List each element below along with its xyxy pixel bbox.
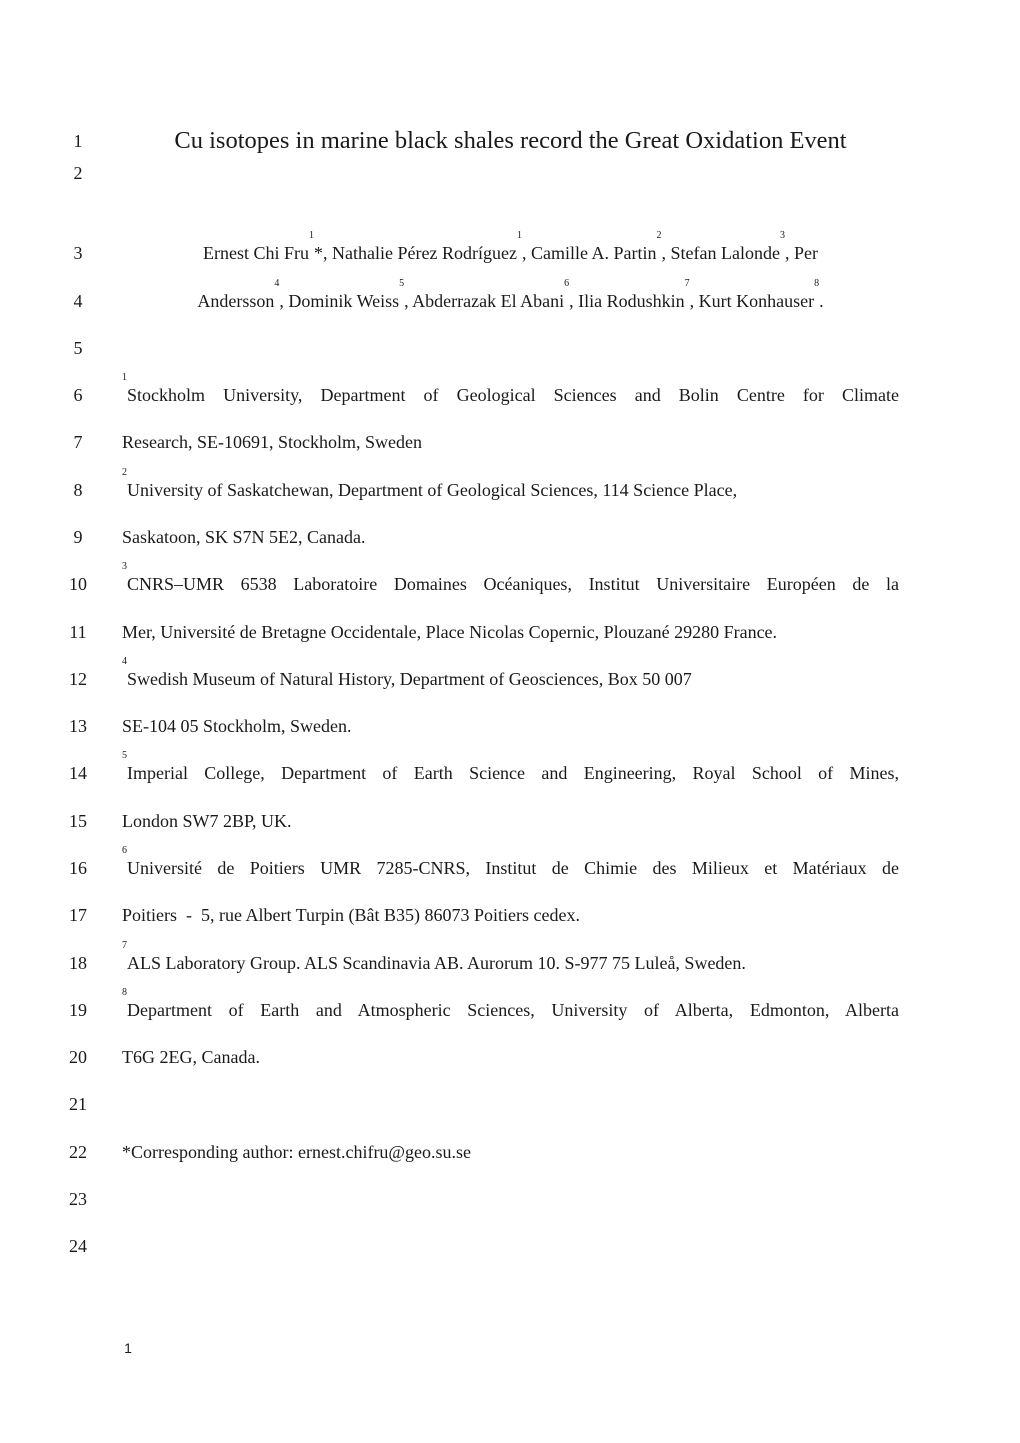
affiliation-2-line-1 — [122, 467, 899, 505]
affiliation-marker: 8 — [814, 278, 820, 289]
author-name: Kurt Konhauser — [698, 291, 815, 311]
page-number: 1 — [124, 1340, 132, 1356]
affiliation-marker: 1 — [309, 230, 315, 241]
affiliation-marker: 3 — [122, 561, 127, 572]
author-list-line-1: Ernest Chi Fru$^1$*, Nathalie Pérez Rodríguez$^1$, Camille A. Partin$^2$, Stefan Lalonde$^3$, Per — [203, 230, 818, 263]
affiliation-3-line-1 — [122, 561, 899, 599]
line-number: 19 — [69, 1000, 87, 1020]
line-15 — [0, 806, 1020, 836]
line-number: 20 — [69, 1047, 87, 1067]
line-6 — [0, 372, 1020, 410]
affiliation-marker: 4 — [122, 656, 127, 667]
affiliation-5-line-2: London SW7 2BP, UK. — [122, 811, 292, 831]
line-7 — [0, 427, 1020, 457]
affiliation-marker: 5 — [122, 750, 127, 761]
line-10 — [0, 561, 1020, 599]
line-number: 16 — [69, 858, 87, 878]
line-number: 8 — [73, 480, 83, 500]
corresponding-marker: * — [314, 243, 324, 263]
line-9 — [0, 522, 1020, 552]
affiliation-4-line-2: SE-104 05 Stockholm, Sweden. — [122, 716, 352, 736]
line-12 — [0, 656, 1020, 694]
affiliation-text: University of Saskatchewan, Department of Geological Sciences, 114 Science Place, — [127, 480, 738, 500]
affiliation-marker: 2 — [122, 467, 127, 478]
affiliation-text: ALS Laboratory Group. ALS Scandinavia AB. Aurorum 10. S-977 75 Luleå, Sweden. — [127, 953, 746, 973]
affiliation-2-line-2: Saskatoon, SK S7N 5E2, Canada. — [122, 527, 366, 547]
affiliation-marker: 5 — [399, 278, 405, 289]
affiliation-text: Department of Earth and Atmospheric Sciences, University of Alberta, Edmonton, Alberta — [127, 1000, 899, 1020]
line-17 — [0, 900, 1020, 930]
line-number: 4 — [73, 291, 83, 311]
line-11 — [0, 617, 1020, 647]
author-name: Dominik Weiss — [288, 291, 400, 311]
affiliation-marker: 4 — [274, 278, 280, 289]
affiliation-8-line-2: T6G 2EG, Canada. — [122, 1047, 260, 1067]
author-name-part: Andersson — [197, 291, 275, 311]
line-13 — [0, 711, 1020, 741]
line-18 — [0, 940, 1020, 978]
affiliation-8-line-1 — [122, 987, 899, 1025]
affiliation-6-line-1 — [122, 845, 899, 883]
line-8 — [0, 467, 1020, 505]
affiliation-marker: 7 — [684, 278, 690, 289]
line-number: 11 — [69, 622, 87, 642]
line-16 — [0, 845, 1020, 883]
line-number: 17 — [69, 905, 87, 925]
line-21 — [0, 1089, 1020, 1119]
author-name: Nathalie Pérez Rodríguez — [332, 243, 517, 263]
affiliation-4-line-1 — [122, 656, 899, 694]
author-name: Abderrazak El Abani — [412, 291, 565, 311]
corresponding-author: *Corresponding author: ernest.chifru@geo.su.se — [122, 1142, 471, 1162]
author-name: Ernest Chi Fru — [203, 243, 310, 263]
line-number: 10 — [69, 574, 87, 594]
affiliation-marker: 1 — [516, 230, 522, 241]
line-24 — [0, 1231, 1020, 1261]
line-number: 22 — [69, 1142, 87, 1162]
line-number: 6 — [73, 385, 83, 405]
affiliation-marker: 8 — [122, 987, 127, 998]
line-23 — [0, 1184, 1020, 1214]
line-number: 14 — [69, 763, 87, 783]
line-5 — [0, 333, 1020, 363]
affiliation-marker: 6 — [122, 845, 127, 856]
affiliation-text: CNRS–UMR 6538 Laboratoire Domaines Océaniques, Institut Universitaire Européen de la — [127, 574, 899, 594]
affiliation-marker: 6 — [564, 278, 570, 289]
paper-title: Cu isotopes in marine black shales record the Great Oxidation Event — [174, 127, 847, 154]
line-22 — [0, 1137, 1020, 1167]
line-14 — [0, 750, 1020, 788]
line-number: 12 — [69, 669, 87, 689]
line-number: 3 — [73, 243, 83, 263]
line-number: 13 — [69, 716, 87, 736]
line-number: 7 — [73, 432, 83, 452]
affiliation-text: Imperial College, Department of Earth Science and Engineering, Royal School of Mines, — [127, 763, 899, 783]
affiliation-marker: 1 — [122, 372, 127, 383]
line-number: 21 — [69, 1094, 87, 1114]
line-number: 15 — [69, 811, 87, 831]
line-number: 1 — [73, 131, 83, 151]
affiliation-6-line-2: Poitiers - 5, rue Albert Turpin (Bât B35) 86073 Poitiers cedex. — [122, 905, 580, 925]
affiliation-text: Université de Poitiers UMR 7285-CNRS, Institut de Chimie des Milieux et Matériaux de — [127, 858, 899, 878]
affiliation-3-line-2: Mer, Université de Bretagne Occidentale, Place Nicolas Copernic, Plouzané 29280 France. — [122, 622, 778, 642]
line-number: 23 — [69, 1189, 87, 1209]
affiliation-7-line-1 — [122, 940, 899, 978]
line-number: 18 — [69, 953, 87, 973]
line-1 — [0, 124, 1020, 158]
line-number: 24 — [69, 1236, 87, 1256]
line-20 — [0, 1042, 1020, 1072]
affiliation-marker: 2 — [656, 230, 662, 241]
line-number: 2 — [73, 163, 83, 183]
line-number: 9 — [73, 527, 83, 547]
author-name-part: Per — [793, 243, 818, 263]
line-4 — [0, 278, 1020, 316]
affiliation-marker: 3 — [779, 230, 785, 241]
affiliation-text: Swedish Museum of Natural History, Department of Geosciences, Box 50 007 — [127, 669, 692, 689]
author-name: Camille A. Partin — [530, 243, 657, 263]
affiliation-text: Stockholm University, Department of Geological Sciences and Bolin Centre for Climate — [127, 385, 899, 405]
author-name: Stefan Lalonde — [670, 243, 780, 263]
author-list-line-2: Andersson$^4$, Dominik Weiss$^5$, Abderrazak El Abani$^6$, Ilia Rodushkin$^7$, Kurt Konhauser$^8$. — [197, 278, 824, 311]
line-3 — [0, 230, 1020, 268]
line-2 — [0, 158, 1020, 188]
affiliation-1-line-2: Research, SE-10691, Stockholm, Sweden — [122, 432, 422, 452]
author-name: Ilia Rodushkin — [578, 291, 685, 311]
affiliation-1-line-1 — [122, 372, 899, 410]
affiliation-marker: 7 — [122, 940, 127, 951]
line-19 — [0, 987, 1020, 1025]
affiliation-5-line-1 — [122, 750, 899, 788]
line-number: 5 — [73, 338, 83, 358]
